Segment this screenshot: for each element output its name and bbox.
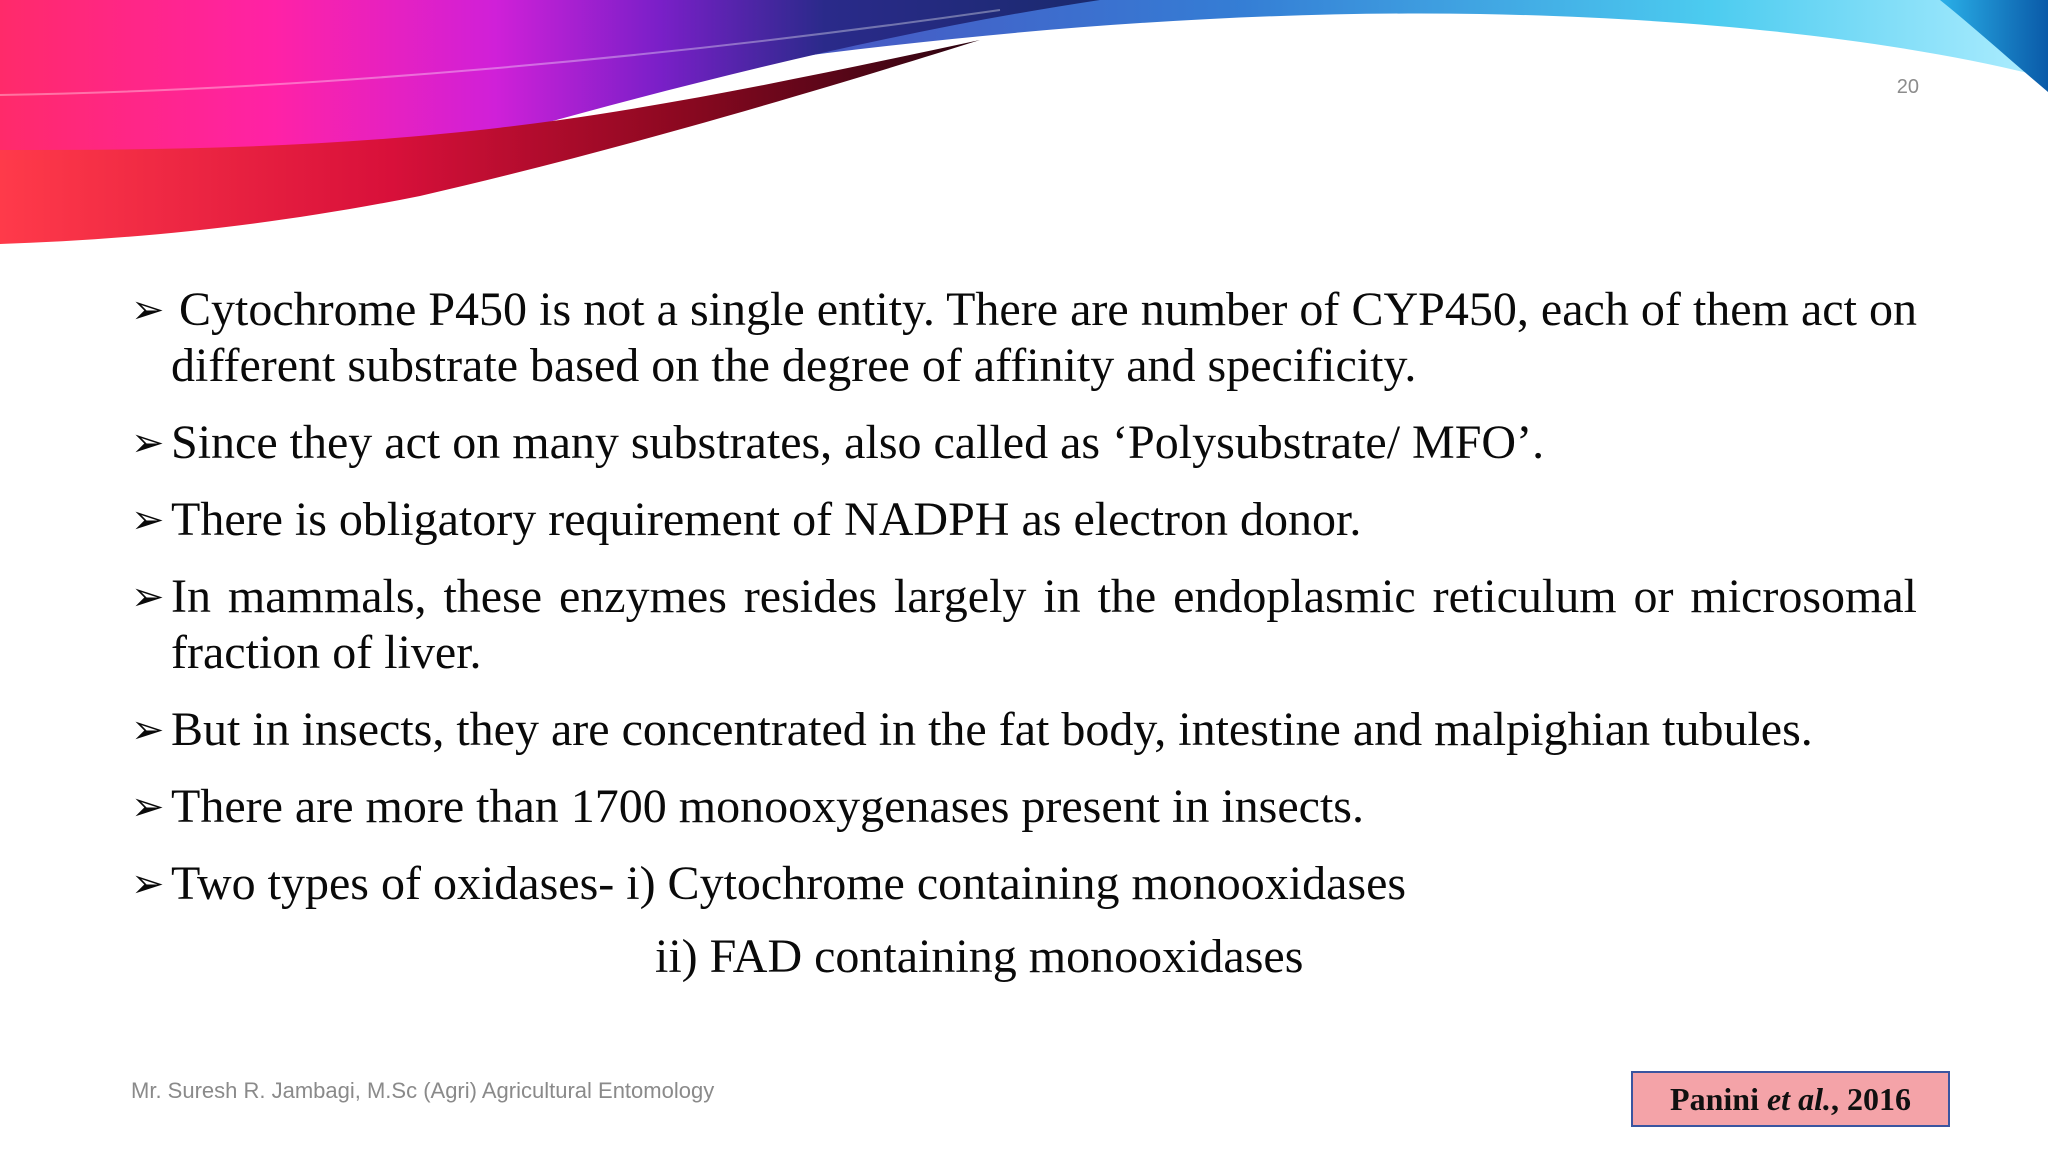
bullet-sub-line: ii) FAD containing monooxidases xyxy=(655,930,1304,983)
bullet-text: There is obligatory requirement of NADPH as electron donor. xyxy=(171,493,1362,546)
bullet-arrow-icon: ➢ xyxy=(131,287,165,332)
bullet-arrow-icon: ➢ xyxy=(131,707,165,752)
bullet-text: Cytochrome P450 is not a single entity. There are number of CYP450, each of them act on different substrate based on the degree of affinity and specificity. xyxy=(171,283,1917,392)
bullet-item xyxy=(131,779,1917,835)
bullet-text: There are more than 1700 monooxygenases present in insects. xyxy=(171,780,1364,833)
slide-number: 20 xyxy=(1896,76,1919,98)
bullet-item xyxy=(131,415,1917,471)
bullet-arrow-icon: ➢ xyxy=(131,574,165,619)
footer-author: Mr. Suresh R. Jambagi, M.Sc (Agri) Agricultural Entomology xyxy=(131,1078,715,1103)
bullet-item xyxy=(131,702,1917,758)
bullet-item xyxy=(131,856,1917,912)
citation-author: Panini xyxy=(1670,1081,1759,1117)
citation-etal: et al. xyxy=(1766,1081,1831,1117)
bullet-arrow-icon: ➢ xyxy=(131,497,165,542)
citation-year: , 2016 xyxy=(1830,1081,1911,1117)
bullet-text: In mammals, these enzymes resides largely in the endoplasmic reticulum or microsomal fraction of liver. xyxy=(171,570,1917,679)
bullet-text: But in insects, they are concentrated in the fat body, intestine and malpighian tubules. xyxy=(171,703,1813,756)
bullet-text: Two types of oxidases- i) Cytochrome containing monooxidases xyxy=(171,857,1407,910)
bullet-text: Since they act on many substrates, also called as ‘Polysubstrate/ MFO’. xyxy=(171,416,1545,469)
decorative-swoosh xyxy=(0,0,2048,260)
bullet-item xyxy=(131,492,1917,548)
bullet-item xyxy=(131,569,1917,681)
citation-box xyxy=(1631,1071,1950,1127)
bullet-arrow-icon: ➢ xyxy=(131,784,165,829)
bullet-arrow-icon: ➢ xyxy=(131,861,165,906)
bullet-item xyxy=(131,282,1917,394)
bullet-arrow-icon: ➢ xyxy=(131,420,165,465)
bullet-list xyxy=(131,282,1917,985)
